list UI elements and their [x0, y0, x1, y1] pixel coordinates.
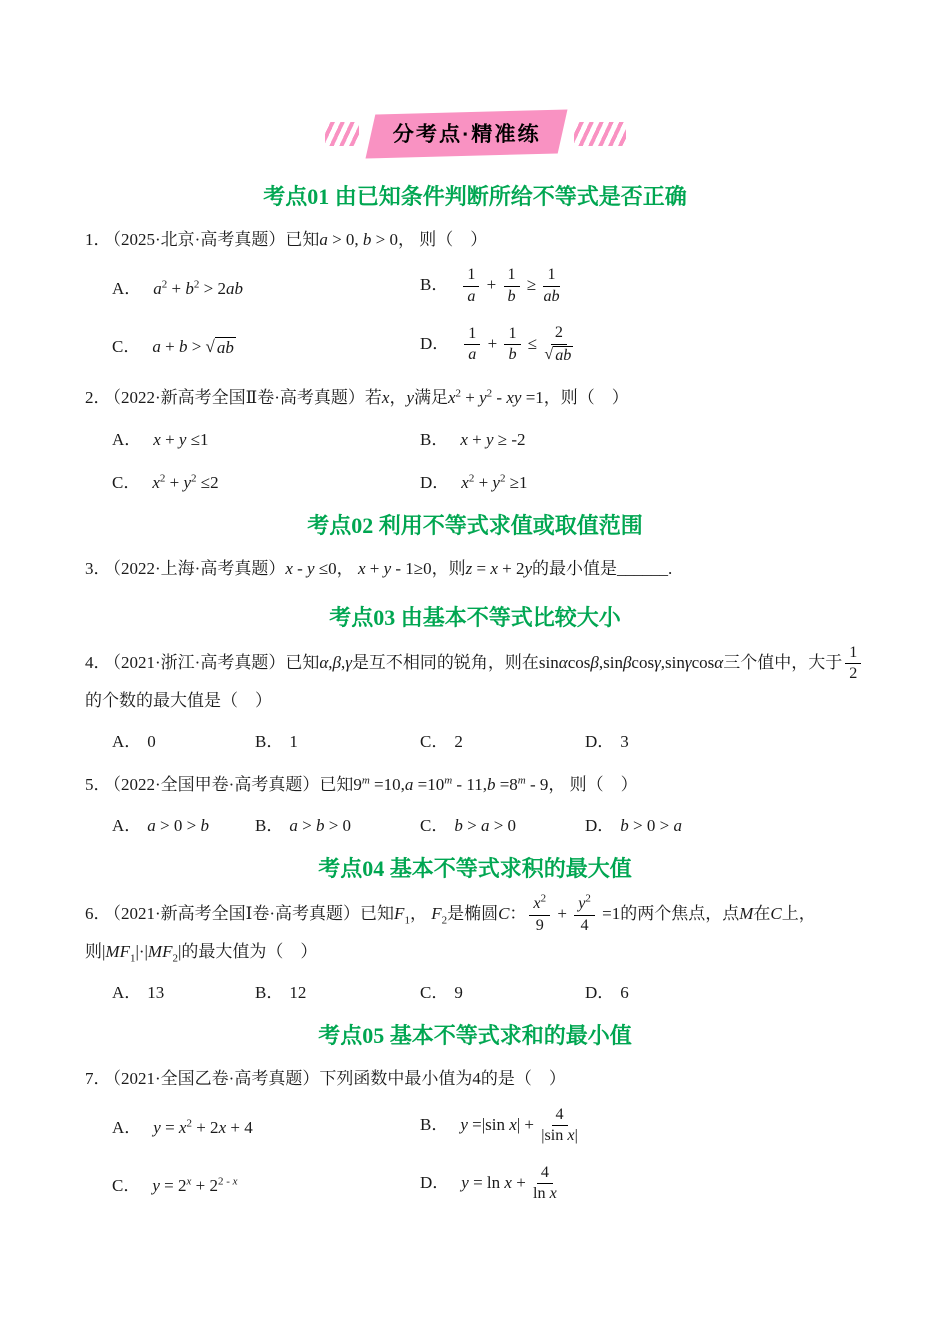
option-value: $x^2 + y^2 \ge 1$	[461, 471, 528, 492]
option-value: $y = x^2 + 2x + 4$	[153, 1117, 253, 1138]
question-6-option-d	[585, 978, 865, 1003]
option-label: A．	[112, 429, 142, 449]
option-value: $y = 2^x + 2^{2 - x}$	[152, 1175, 238, 1196]
question-1-option-d	[420, 324, 865, 365]
question-5-option-d	[585, 811, 865, 836]
badge	[365, 110, 567, 159]
option-value: $a^2 + b^2 > 2ab$	[153, 278, 243, 298]
option-label: B．	[420, 429, 449, 449]
question-7-options	[85, 1106, 865, 1204]
question-2-options	[85, 425, 865, 493]
question-4-option-a	[112, 727, 255, 752]
question-7-option-a	[112, 1113, 420, 1138]
question-6-stem: （2021·新高考全国Ⅰ卷·高考真题）已知$F_1$， $F_2$是椭圆C： $\frac{x^2}{9}$ + $\frac{y^2}{4}$ =1的两个焦点，点M在C上，则$|MF_1|\cdot|MF_2|$的最大值为（ ）	[85, 892, 816, 965]
option-label: B．	[255, 983, 284, 1003]
option-value: x + y ≥ -2	[460, 429, 526, 449]
option-label: D．	[420, 333, 450, 353]
question-5-stem: （2022·全国甲卷·高考真题）已知$9^m =10,a =10^m - 11,b =8^m - 9$， 则（ ）	[112, 774, 638, 795]
option-value: 13	[147, 983, 165, 1003]
option-value: 12	[289, 983, 307, 1003]
badge-text: 分考点·精准练	[392, 123, 541, 146]
question-4-stem: （2021·浙江·高考真题）已知α,β,γ是互不相同的锐角，则在sinαcosβ,sinβcosγ,sinγcosα三个值中，大于 $\frac{1}{2}$ 的个数的最大值是（ ）	[85, 653, 864, 710]
question-5	[85, 768, 865, 801]
question-1	[85, 223, 865, 256]
option-label: B．	[420, 1114, 449, 1134]
option-label: A．	[112, 732, 142, 752]
question-6-number: 6．	[85, 904, 111, 924]
question-2	[85, 381, 865, 414]
option-value: 9	[454, 983, 463, 1003]
option-value: 3	[620, 732, 629, 752]
option-label: A．	[112, 278, 142, 298]
question-7	[85, 1062, 865, 1095]
section-badge	[85, 112, 865, 156]
option-value: b > a > 0	[454, 816, 517, 836]
question-2-option-b	[420, 425, 865, 450]
option-label: A．	[112, 816, 142, 836]
badge-stripes-right-icon	[574, 122, 626, 146]
question-7-option-b	[420, 1106, 865, 1146]
question-7-stem: （2021·全国乙卷·高考真题）下列函数中最小值为4的是（ ）	[112, 1069, 566, 1089]
question-7-number: 7．	[85, 1069, 111, 1089]
option-value: a + b > √ ab	[152, 337, 236, 356]
section-heading-01: 考点01 由已知条件判断所给不等式是否正确	[263, 184, 687, 209]
question-4-number: 4．	[85, 652, 111, 672]
option-value: 2	[454, 732, 463, 752]
question-5-option-c	[420, 811, 585, 836]
question-2-stem: （2022·新高考全国Ⅱ卷·高考真题）若x，y满足$x^2 + y^2$ - xy =1，则（ ）	[112, 387, 629, 408]
question-6-option-b	[255, 978, 420, 1003]
option-value: y = ln x + $\frac{4}{\text{ln x}}$	[461, 1163, 557, 1203]
option-value: $\frac{1}{a}$ + $\frac{1}{b}$ ≤ 2 √ ab	[461, 334, 576, 353]
question-4-option-d	[585, 727, 865, 752]
question-4	[85, 644, 865, 717]
option-value: a > b > 0	[289, 816, 352, 836]
option-label: A．	[112, 1118, 142, 1138]
option-label: C．	[112, 472, 141, 492]
section-heading-02: 考点02 利用不等式求值或取值范围	[307, 512, 643, 538]
option-label: C．	[420, 732, 449, 752]
question-6-option-a	[112, 978, 255, 1003]
question-2-option-c	[112, 468, 420, 493]
option-label: C．	[420, 816, 449, 836]
question-4-option-c	[420, 727, 585, 752]
question-3	[85, 552, 865, 585]
option-value: 0	[147, 732, 156, 752]
question-1-options	[85, 266, 865, 365]
question-6-options	[85, 978, 865, 1003]
question-2-number: 2．	[85, 388, 111, 408]
question-5-options	[85, 811, 865, 836]
question-4-options	[85, 727, 865, 752]
option-label: D．	[420, 472, 450, 492]
question-7-option-c	[112, 1171, 420, 1196]
question-5-option-a	[112, 811, 255, 836]
option-value: 6	[620, 983, 629, 1003]
option-label: C．	[420, 983, 449, 1003]
option-value: y =|sin x| + $\frac{4}{\text{|sin x|}}$	[460, 1105, 578, 1145]
option-label: D．	[585, 816, 615, 836]
option-value: a > 0 > b	[147, 816, 209, 836]
section-heading-04: 考点04 基本不等式求积的最大值	[318, 856, 632, 882]
option-label: D．	[420, 1172, 450, 1192]
question-5-option-b	[255, 811, 420, 836]
question-6-option-c	[420, 978, 585, 1003]
option-value: 1	[289, 732, 298, 752]
question-1-option-a	[112, 274, 420, 299]
question-6	[85, 892, 865, 968]
option-label: D．	[585, 983, 615, 1003]
question-3-number: 3．	[85, 558, 111, 578]
option-label: B．	[255, 732, 284, 752]
option-label: A．	[112, 983, 142, 1003]
question-3-stem: （2022·上海·高考真题）x - y ≤0， x + y - 1≥0，则z = x + 2y的最小值是______.	[112, 558, 673, 578]
question-1-stem: （2025·北京·高考真题）已知a > 0, b > 0， 则（ ）	[112, 230, 488, 249]
option-value: $x^2 + y^2 \le 2$	[152, 471, 219, 492]
option-value: b > 0 > a	[620, 816, 682, 836]
question-4-option-b	[255, 727, 420, 752]
question-2-option-a	[112, 425, 420, 450]
option-value: x + y ≤1	[153, 429, 209, 449]
section-heading-03: 考点03 由基本不等式比较大小	[329, 604, 621, 630]
question-2-option-d	[420, 468, 865, 493]
question-1-number: 1．	[85, 230, 111, 249]
option-value: $\frac{1}{a}$ + $\frac{1}{b}$ ≥ $\frac{1}{ab}$	[460, 275, 562, 294]
option-label: B．	[255, 816, 284, 836]
option-label: C．	[112, 337, 141, 357]
question-1-option-c	[112, 332, 420, 358]
section-heading-05: 考点05 基本不等式求和的最小值	[318, 1023, 632, 1049]
option-label: B．	[420, 275, 449, 295]
option-label: D．	[585, 732, 615, 752]
question-5-number: 5．	[85, 775, 111, 795]
option-label: C．	[112, 1176, 141, 1196]
question-1-option-b	[420, 266, 865, 306]
badge-stripes-left-icon	[325, 122, 359, 146]
question-7-option-d	[420, 1164, 865, 1204]
